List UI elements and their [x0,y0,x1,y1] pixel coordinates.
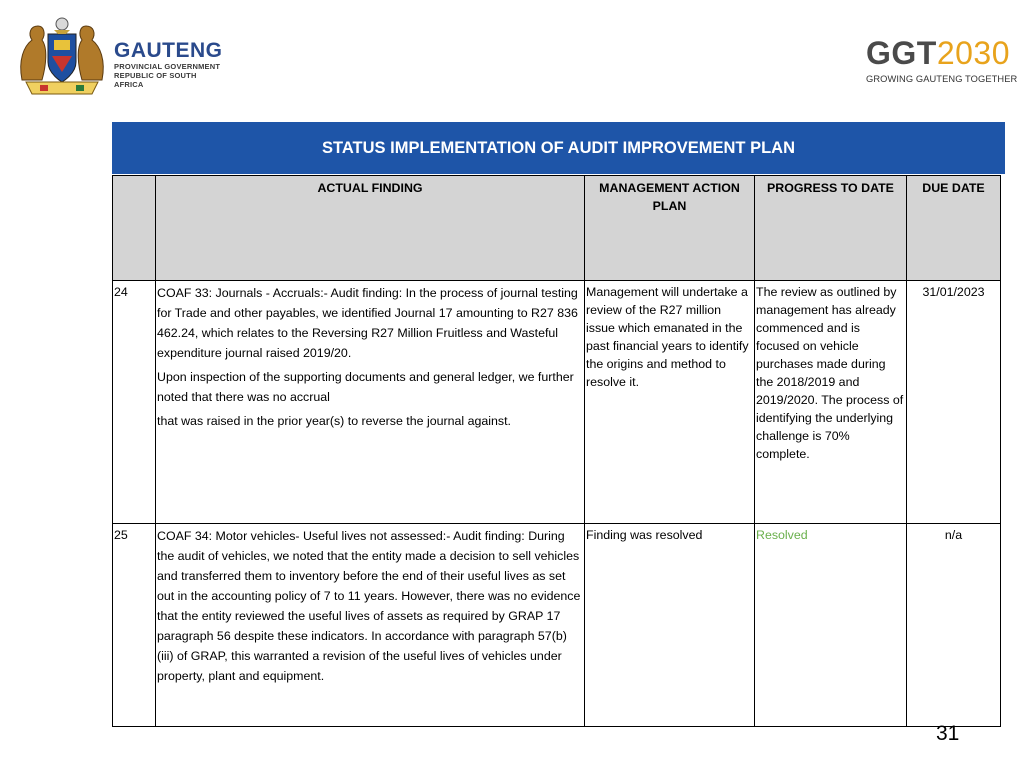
page-title-banner [112,122,1005,174]
row-actual-finding [156,524,585,727]
header-management-action-plan: MANAGEMENT ACTION PLAN [585,176,755,281]
page-number: 31 [936,722,960,745]
header-actual-finding: ACTUAL FINDING [156,176,585,281]
audit-improvement-table [112,175,1001,727]
coat-of-arms-icon [14,10,110,98]
finding-paragraph: COAF 34: Motor vehicles- Useful lives not assessed:- Audit finding: During the audit of vehicles, we noted that the entity made a decision to sell vehicles and transferred them to inventory before the end of their useful lives as set out in the accounting policy of 7 to 11 years. However, there was no evidence that the entity reviewed the useful lives of assets as required by GRAP 17 paragraph 56 despite these indicators. In accordance with paragraph 57(b) (iii) of GRAP, this warranted a revision of the useful lives of vehicles under property, plant and equipment. [157,529,581,683]
ggt2030-logo [866,35,1018,92]
ggt-tagline: GROWING GAUTENG TOGETHER [866,74,1018,84]
table-row [113,281,1001,524]
page-title: STATUS IMPLEMENTATION OF AUDIT IMPROVEMENT PLAN [322,138,795,157]
row-actual-finding [156,281,585,524]
row-management-action: Management will undertake a review of the R27 million issue which emanated in the past financial years to identify the origins and method to resolve it. [585,281,755,524]
finding-paragraph: COAF 33: Journals - Accruals:- Audit finding: In the process of journal testing for Trade and other payables, we identified Journal 17 amounting to R27 836 462.24, which relates to the Reversing R27 Million Fruitless and Wasteful expenditure journal raised 2019/20. [157,286,578,360]
finding-paragraph: Upon inspection of the supporting documents and general ledger, we further noted that there was no accrual [157,370,574,404]
ggt-mark-part2: 2030 [936,35,1011,71]
row-due-date: 31/01/2023 [907,281,1001,524]
header-number [113,176,156,281]
row-number: 24 [113,281,156,524]
row-due-date: n/a [907,524,1001,727]
row-progress: The review as outlined by management has already commenced and is focused on vehicle purchases made during the 2018/2019 and 2019/2020. The process of identifying the underlying challenge is 70% complete. [755,281,907,524]
row-number: 25 [113,524,156,727]
header-due-date: DUE DATE [907,176,1001,281]
table-header-row [113,176,1001,281]
gauteng-sub-line2: REPUBLIC OF SOUTH AFRICA [114,71,197,89]
table-row [113,524,1001,727]
ggt-mark-part1: GGT [866,35,937,71]
finding-paragraph: that was raised in the prior year(s) to reverse the journal against. [157,414,511,428]
header-progress-to-date: PROGRESS TO DATE [755,176,907,281]
gauteng-sub-line1: PROVINCIAL GOVERNMENT [114,62,221,71]
row-management-action: Finding was resolved [585,524,755,727]
gauteng-name: GAUTENG [114,39,223,62]
row-progress-status: Resolved [755,524,907,727]
gauteng-logo [14,10,223,98]
